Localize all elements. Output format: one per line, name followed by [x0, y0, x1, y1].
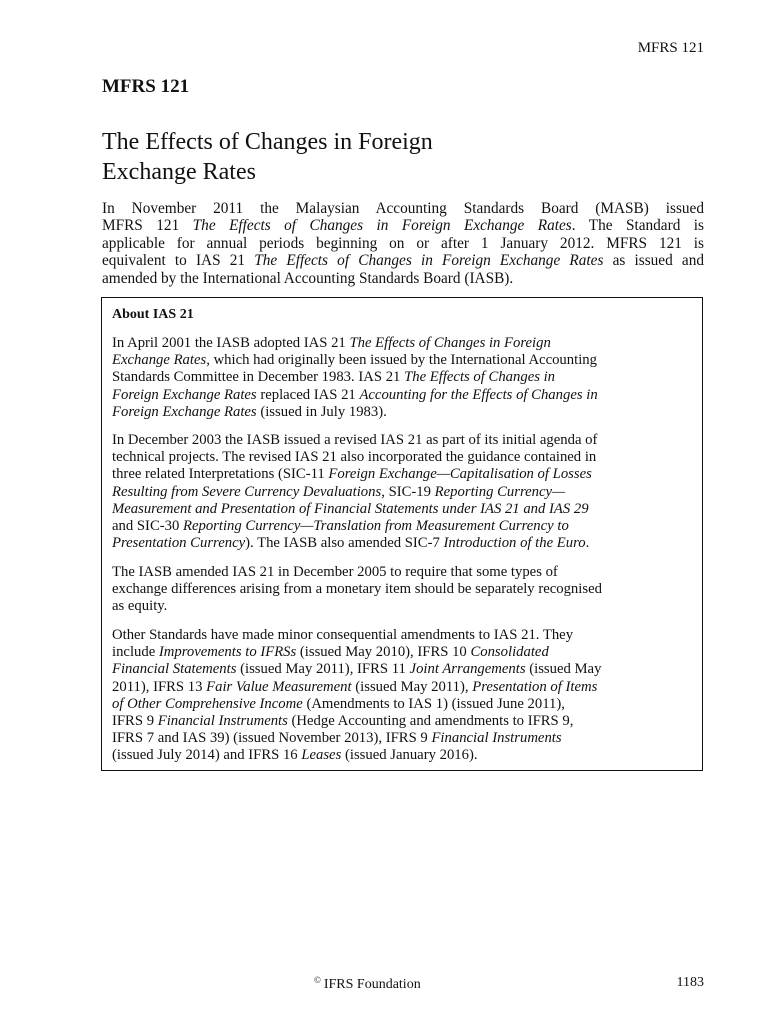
intro-line: In November 2011 the Malaysian Accounting Standards Board (MASB) issued — [102, 200, 704, 217]
running-head: MFRS 121 — [637, 40, 704, 56]
about-paragraph-3: The IASB amended IAS 21 in December 2005 to require that some types of exchange differences arising from a monetary item should be separately recognised as equity. — [112, 564, 602, 615]
intro-line: equivalent to IAS 21 The Effects of Changes in Foreign Exchange Rates as issued and — [102, 252, 705, 270]
page-title — [102, 127, 662, 187]
title-line-1: The Effects of Changes in Foreign — [102, 129, 433, 155]
intro-paragraph — [102, 200, 704, 287]
standard-code: MFRS 121 — [102, 76, 190, 97]
copyright-holder: IFRS Foundation — [323, 977, 421, 992]
title-line-2: Exchange Rates — [102, 159, 256, 185]
footer-copyright — [314, 975, 421, 993]
page-number: 1183 — [676, 975, 704, 990]
intro-line: MFRS 121 The Effects of Changes in Foreign Exchange Rates. The Standard is — [102, 217, 704, 235]
about-heading: About IAS 21 — [112, 307, 194, 322]
about-paragraph-4: Other Standards have made minor consequential amendments to IAS 21. They include Improvements to IFRSs (issued May 2010), IFRS 10 Consolidated Financial Statements (issued May 2011), IFRS 11 Joint Arrangements (issued May 2011), IFRS 13 Fair Value Measurement (issued May 2011), Presentation of Items of Other Comprehensive Income (Amendments to IAS 1) (issued June 2011), IFRS 9 Financial Instruments (Hedge Accounting and amendments to IFRS 9, IFRS 7 and IAS 39) (issued November 2013), IFRS 9 Financial Instruments (issued July 2014) and IFRS 16 Leases (issued January 2016). — [112, 627, 602, 764]
intro-line: amended by the International Accounting Standards Board (IASB). — [102, 269, 514, 287]
about-paragraph-1: In April 2001 the IASB adopted IAS 21 The Effects of Changes in Foreign Exchange Rates, which had originally been issued by the International Accounting Standards Committee in December 1983. IAS 21 The Effects of Changes in Foreign Exchange Rates replaced IAS 21 Accounting for the Effects of Changes in Foreign Exchange Rates (issued in July 1983). — [112, 335, 598, 420]
about-paragraph-2: In December 2003 the IASB issued a revised IAS 21 as part of its initial agenda of technical projects. The revised IAS 21 also incorporated the guidance contained in three related Interpretations (SIC-11 Foreign Exchange—Capitalisation of Losses Resulting from Severe Currency Devaluations, SIC-19 Reporting Currency— Measurement and Presentation of Financial Statements under IAS 21 and IAS 29 and SIC-30 Reporting Currency—Translation from Measurement Currency to Presentation Currency). The IASB also amended SIC-7 Introduction of the Euro. — [112, 432, 598, 552]
intro-line: applicable for annual periods beginning on or after 1 January 2012. MFRS 121 is — [102, 234, 704, 252]
copyright-symbol: © — [314, 975, 321, 985]
about-ias21-box — [101, 297, 703, 771]
